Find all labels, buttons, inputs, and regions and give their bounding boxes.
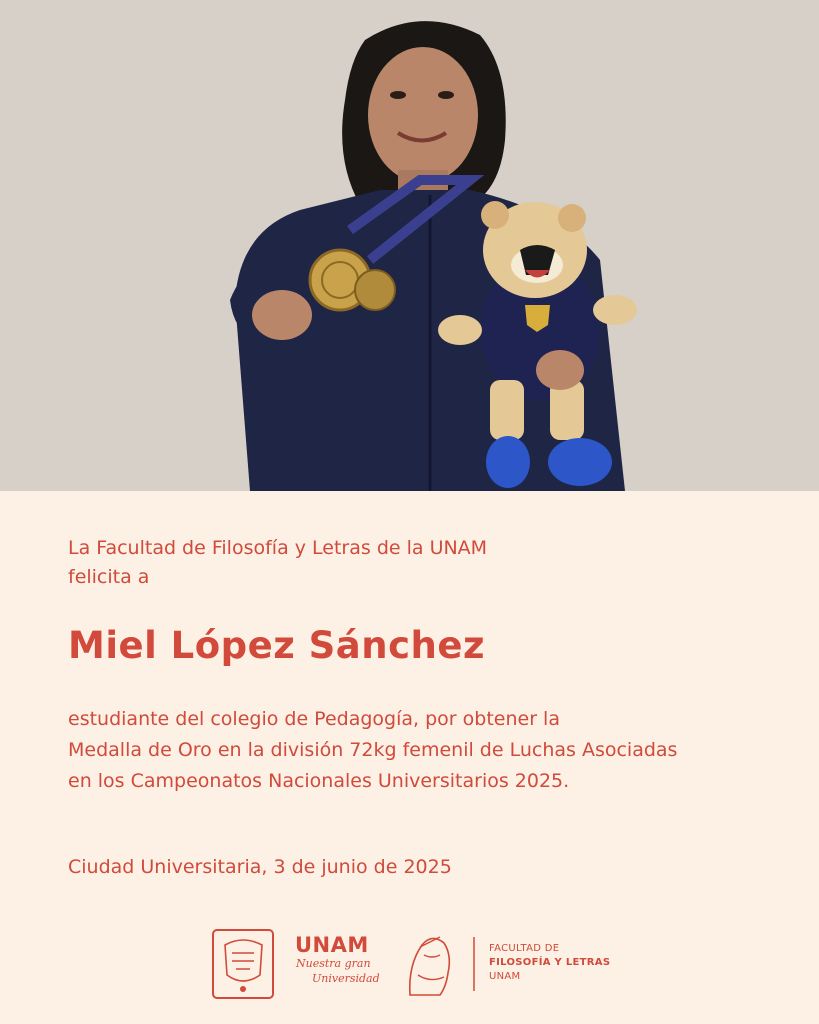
date-line: Ciudad Universitaria, 3 de junio de 2025 (68, 856, 452, 878)
honoree-name: Miel López Sánchez (68, 624, 486, 667)
intro-text (68, 534, 487, 592)
achievement-line-2: Medalla de Oro en la división 72kg femenil de Luchas Asociadas (68, 739, 678, 761)
ffl-line-3: UNAM (489, 971, 521, 982)
achievement-line-1: estudiante del colegio de Pedagogía, por obtener la (68, 708, 560, 730)
ffl-line-2: FILOSOFÍA Y LETRAS (489, 957, 611, 968)
hero-photo (0, 0, 819, 491)
medalist-with-mascot-photo-icon (0, 0, 819, 491)
intro-line-1: La Facultad de Filosofía y Letras de la UNAM (68, 537, 488, 559)
slogan-line-2: Universidad (312, 972, 380, 985)
unam-seal-icon (213, 930, 273, 998)
unam-wordmark: UNAM (295, 933, 369, 957)
intro-line-2: felicita a (68, 566, 150, 588)
logos-row (0, 925, 819, 1005)
achievement-line-3: en los Campeonatos Nacionales Universitarios 2025. (68, 770, 570, 792)
slogan-line-1: Nuestra gran (296, 957, 371, 970)
athena-emblem-icon (410, 937, 450, 995)
achievement-text (68, 704, 677, 797)
ffl-line-1: FACULTAD DE (489, 943, 560, 954)
